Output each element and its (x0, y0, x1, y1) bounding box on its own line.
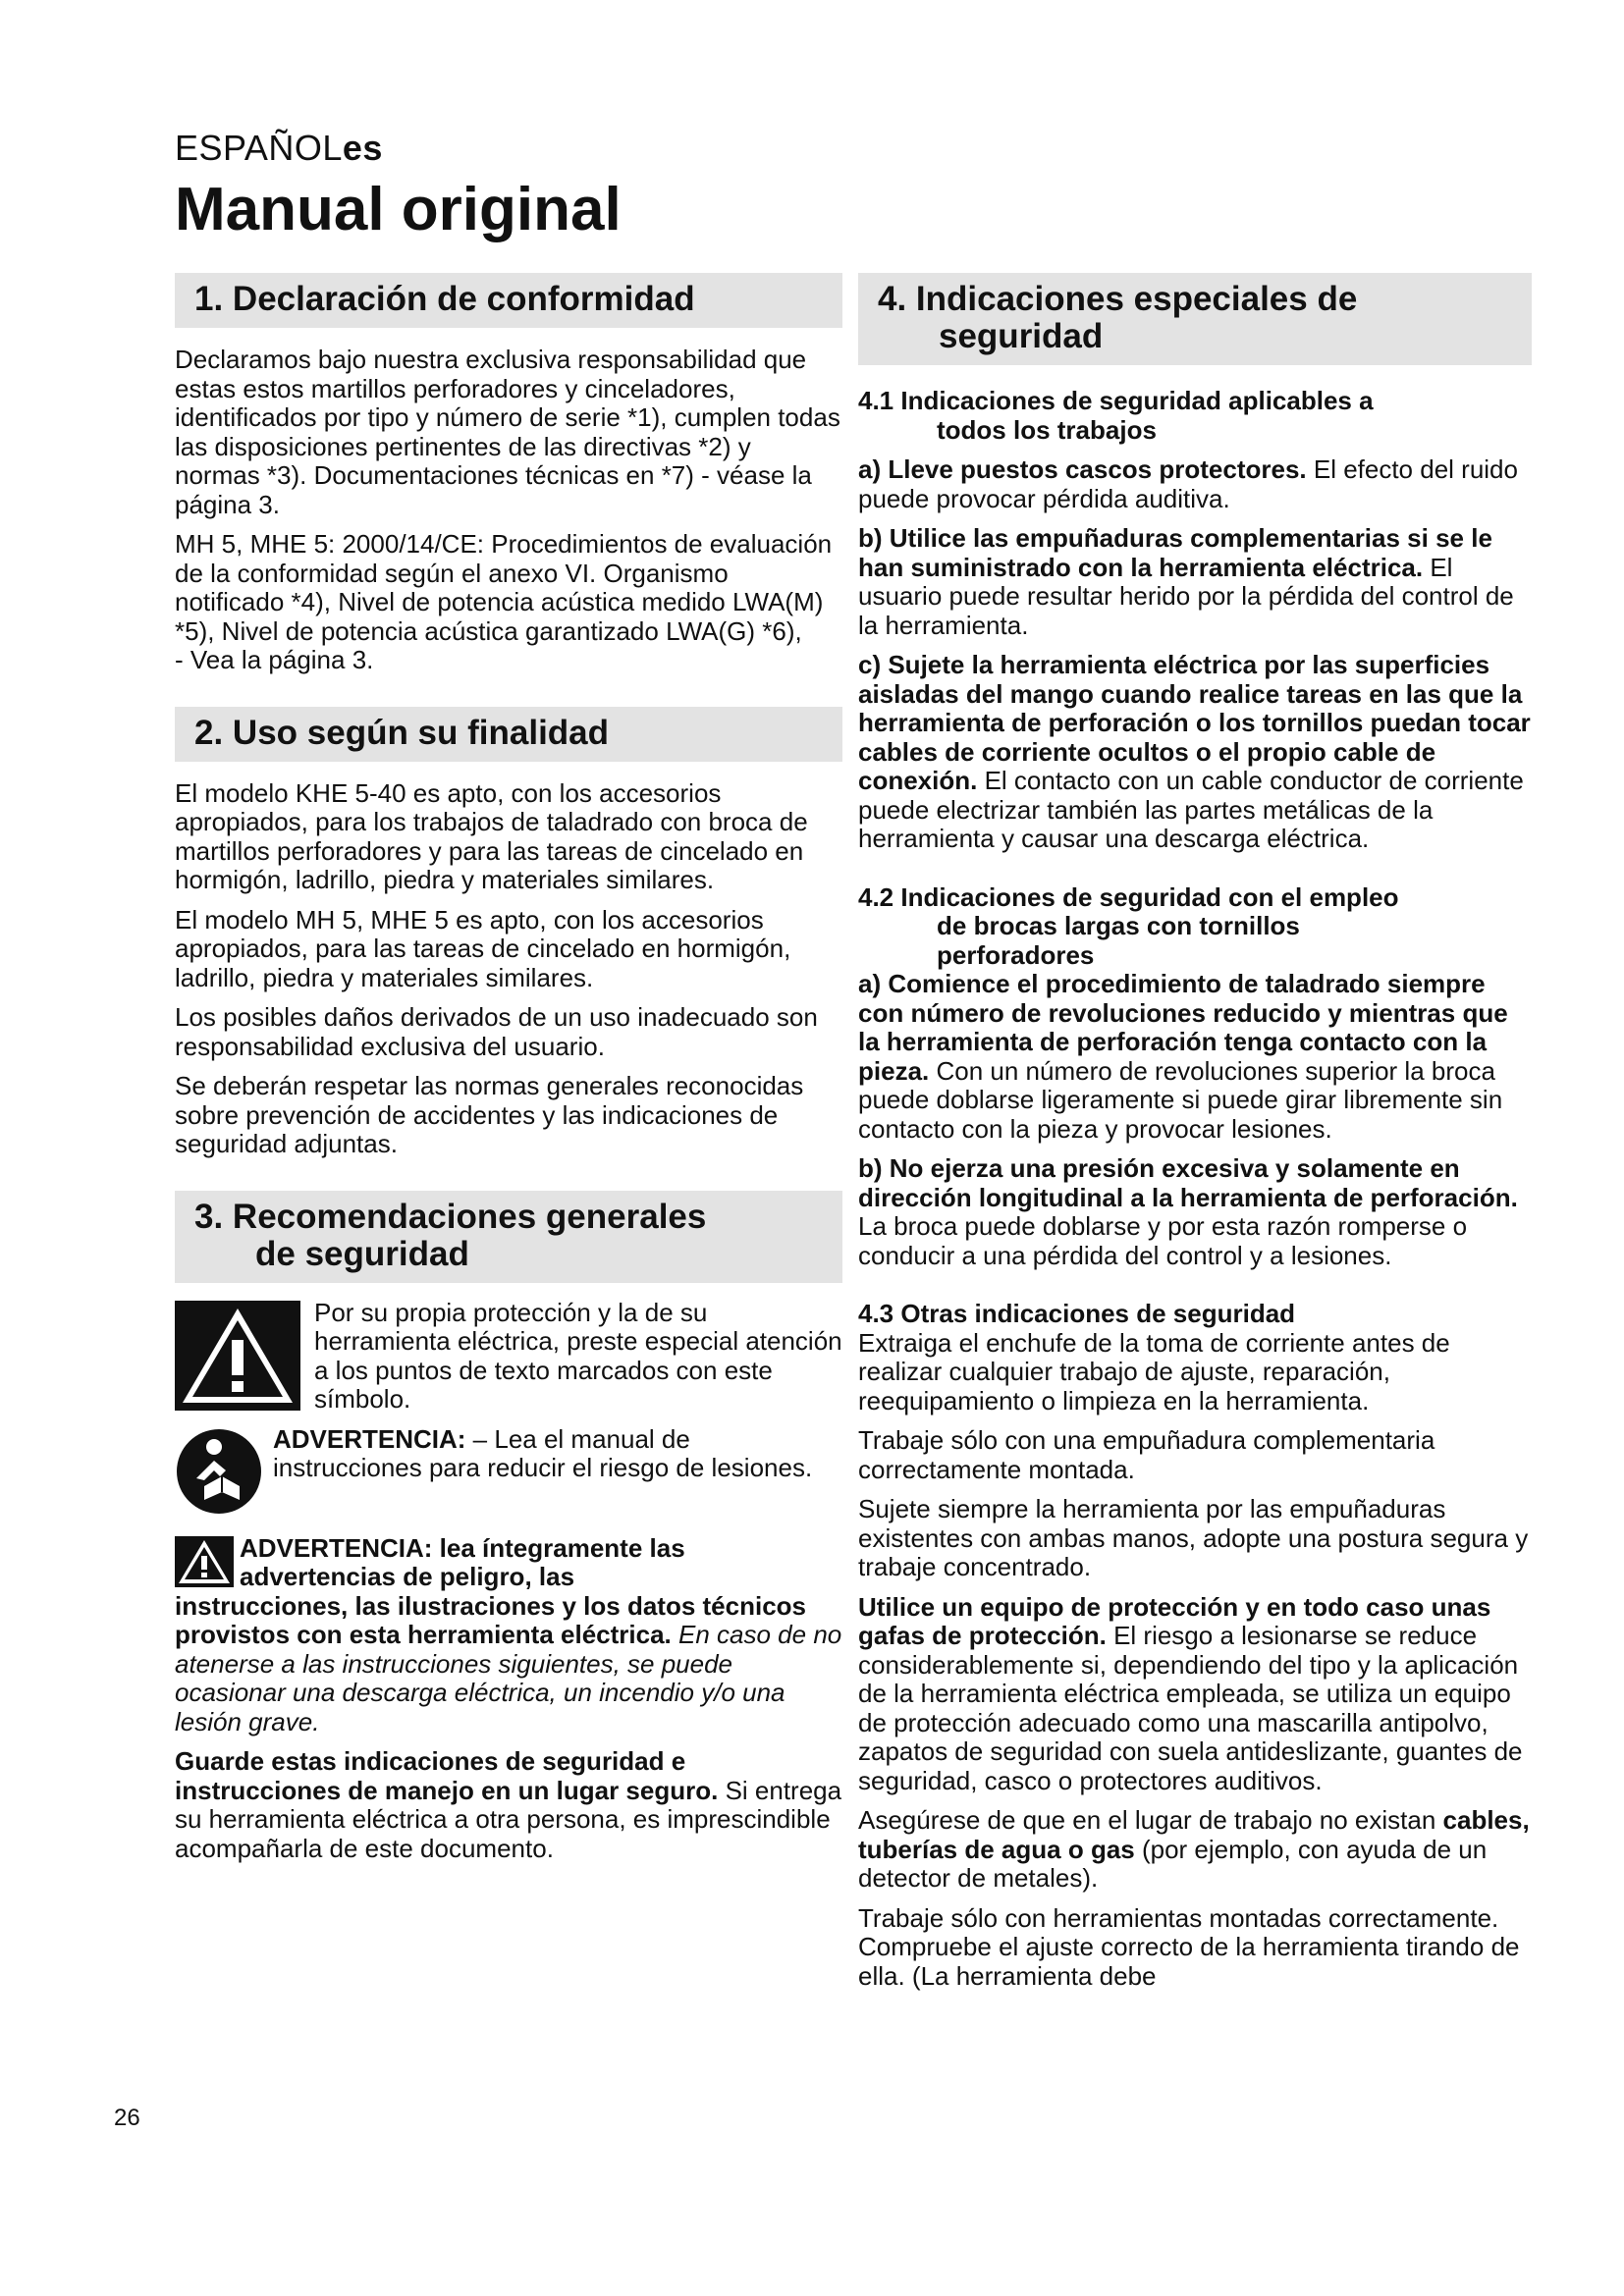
advertencia-line1: ADVERTENCIA: lea íntegramente las (240, 1532, 685, 1563)
subheading-4-1-line1: 4.1 Indicaciones de seguridad aplicables a (858, 386, 1374, 415)
warning-small-icon (175, 1536, 234, 1592)
advertencia-italic: En caso de no atenerse a las instrucciones siguientes, se puede ocasionar una descarga eléctrica, un incendio y/o una lesión grave. (175, 1620, 842, 1736)
item-4-3-p4-bold: Utilice un equipo de protección y en todo caso unas gafas de protección. (858, 1591, 1491, 1650)
read-manual-label: ADVERTENCIA: (273, 1423, 466, 1454)
item-4-3-p5-b: (por ejemplo, con ayuda de un detector de metales). (858, 1834, 1488, 1893)
item-4-2-a-text: Con un número de revoluciones superior la broca puede doblarse ligeramente si puede girar libremente sin contacto con la pieza y provocar lesiones. (858, 1055, 1503, 1144)
subheading-4-1-line2: todos los trabajos (937, 414, 1157, 445)
section-heading-4-line1: 4. Indicaciones especiales de (878, 280, 1358, 318)
s2-paragraph-2: El modelo MH 5, MHE 5 es apto, con los accesorios apropiados, para las tareas de cincelado en hormigón, ladrillo, piedra y materiales similares. (175, 904, 791, 992)
section-heading-1: 1. Declaración de conformidad (175, 273, 842, 328)
page-title: Manual original (175, 176, 622, 243)
item-4-3-p6: Trabaje sólo con herramientas montadas correctamente. Compruebe el ajuste correcto de la herramienta tirando de ella. (La herramienta debe (858, 1902, 1520, 1991)
keep-instructions (175, 1747, 842, 1863)
item-4-3-p5-a: Asegúrese de que en el lugar de trabajo no existan (858, 1805, 1443, 1835)
item-4-2-b-bold: b) No ejerza una presión excesiva y solamente en dirección longitudinal a la herramienta de perforación. (858, 1153, 1518, 1212)
item-4-2-a-bold: a) Comience el procedimiento de taladrado siempre con número de revoluciones reducido y mientras que la herramienta de perforación tenga contacto con la pieza. (858, 969, 1508, 1086)
read-manual-text (273, 1425, 842, 1483)
item-4-3-p4 (858, 1593, 1532, 1796)
keep-instructions-bold: Guarde estas indicaciones de seguridad e instrucciones de manejo en un lugar seguro. (175, 1746, 719, 1805)
item-4-3-p5 (858, 1806, 1532, 1894)
read-manual-body: – Lea el manual de instrucciones para reducir el riesgo de lesiones. (273, 1423, 813, 1482)
section-heading-3-line1: 3. Recomendaciones generales (194, 1197, 707, 1236)
item-4-1-c (858, 651, 1532, 854)
page-number: 26 (114, 2105, 140, 2131)
item-4-1-c-bold: c) Sujete la herramienta eléctrica por las superficies aisladas del mango cuando realice tareas en las que la herramienta de perforación o los tornillos puedan tocar cables de corriente ocultos o el propio cable de conexión. (858, 650, 1531, 795)
subheading-4-2-line1: 4.2 Indicaciones de seguridad con el empleo (858, 881, 1399, 912)
language-name: ESPAÑOL (175, 128, 343, 168)
advertencia-line2: advertencias de peligro, las (240, 1562, 575, 1591)
language-code: es (342, 128, 383, 168)
language-label (175, 128, 383, 169)
item-4-1-a-bold: a) Lleve puestos cascos protectores. (858, 454, 1307, 484)
item-4-3-p4-text: El riesgo a lesionarse se reduce considerablemente si, dependiendo del tipo y la aplicación de la herramienta eléctrica empleada, se utiliza un equipo de protección adecuado como una mascarilla antipolvo, zapatos de seguridad con suela antideslizante, guantes de seguridad, casco o protectores auditivos. (858, 1621, 1523, 1795)
subheading-4-3: 4.3 Otras indicaciones de seguridad (858, 1299, 1296, 1328)
s2-paragraph-3: Los posibles daños derivados de un uso inadecuado son responsabilidad exclusiva del usuario. (175, 1002, 818, 1061)
section-heading-3 (175, 1191, 842, 1283)
item-4-2-b-text: La broca puede doblarse y por esta razón romperse o conducir a una pérdida del control y a lesiones. (858, 1211, 1468, 1270)
warning-triangle-icon (175, 1301, 300, 1415)
item-4-1-b (858, 524, 1532, 640)
item-4-1-b-text: El usuario puede resultar herido por la pérdida del control de la herramienta. (858, 552, 1514, 640)
section-heading-4-line2: seguridad (939, 317, 1104, 355)
subheading-4-1 (858, 387, 1532, 445)
subheading-4-2-line3: perforadores (937, 939, 1095, 970)
item-4-2-a (858, 970, 1532, 1144)
item-4-1-b-bold: b) Utilice las empuñaduras complementarias si se le han suministrado con la herramienta eléctrica. (858, 523, 1492, 582)
item-4-3-p2: Trabaje sólo con una empuñadura complementaria correctamente montada. (858, 1425, 1435, 1484)
section-heading-2: 2. Uso según su finalidad (175, 707, 842, 762)
item-4-1-a-text: El efecto del ruido puede provocar pérdida auditiva. (858, 454, 1518, 513)
keep-instructions-text: Si entrega su herramienta eléctrica a otra persona, es imprescindible acompañarla de este documento. (175, 1775, 842, 1863)
right-column (858, 273, 1532, 1991)
section-heading-4 (858, 273, 1532, 365)
item-4-1-a (858, 455, 1532, 513)
item-4-3-p1: Extraiga el enchufe de la toma de corriente antes de realizar cualquier trabajo de ajuste, reparación, reequipamiento o limpieza en la herramienta. (858, 1327, 1450, 1415)
section-heading-3-line2: de seguridad (255, 1234, 469, 1273)
s1-paragraph-2: MH 5, MHE 5: 2000/14/CE: Procedimientos de evaluación de la conformidad según el anexo VI. Organismo notificado *4), Nivel de potencia acústica medido LWA(M) *5), Nivel de potencia acústica garantizado LWA(G) *6), (175, 529, 833, 646)
item-4-3-p3: Sujete siempre la herramienta por las empuñaduras existentes con ambas manos, adopte una postura segura y trabaje concentrado. (858, 1494, 1529, 1581)
s1-paragraph-3: - Vea la página 3. (175, 645, 374, 674)
warning-note-text: Por su propia protección y la de su herramienta eléctrica, preste especial atención a los puntos de texto marcados con este símbolo. (314, 1297, 842, 1414)
s2-paragraph-1: El modelo KHE 5-40 es apto, con los accesorios apropiados, para los trabajos de taladrado con broca de martillos perforadores y para las tareas de cincelado en hormigón, ladrillo, piedra y materiales similares. (175, 777, 808, 894)
item-4-2-b (858, 1154, 1532, 1270)
s1-paragraph-1: Declaramos bajo nuestra exclusiva responsabilidad que estas estos martillos perforadores y cinceladores, identificados por tipo y número de serie *1), cumplen todas las disposiciones pertinentes de las directivas *2) y normas *3). Documentaciones técnicas en *7) - véase la página 3. (175, 345, 840, 519)
item-4-1-c-text: El contacto con un cable conductor de corriente puede electrizar también las partes metálicas de la herramienta y causar una descarga eléctrica. (858, 766, 1524, 853)
read-manual-icon (175, 1427, 263, 1521)
left-column (175, 273, 842, 1863)
subheading-4-2 (858, 883, 1532, 971)
s2-paragraph-4: Se deberán respetar las normas generales reconocidas sobre prevención de accidentes y las indicaciones de seguridad adjuntas. (175, 1071, 804, 1158)
advertencia-block (175, 1534, 842, 1737)
advertencia-rest-bold: instrucciones, las ilustraciones y los datos técnicos provistos con esta herramienta eléctrica. (175, 1590, 807, 1649)
item-4-3-p5-bold: cables, tuberías de agua o gas (858, 1805, 1530, 1864)
advertencia-rest (175, 1592, 842, 1737)
subheading-4-2-line2: de brocas largas con tornillos (937, 911, 1300, 940)
read-manual-note (175, 1423, 842, 1521)
warning-note (175, 1297, 842, 1415)
